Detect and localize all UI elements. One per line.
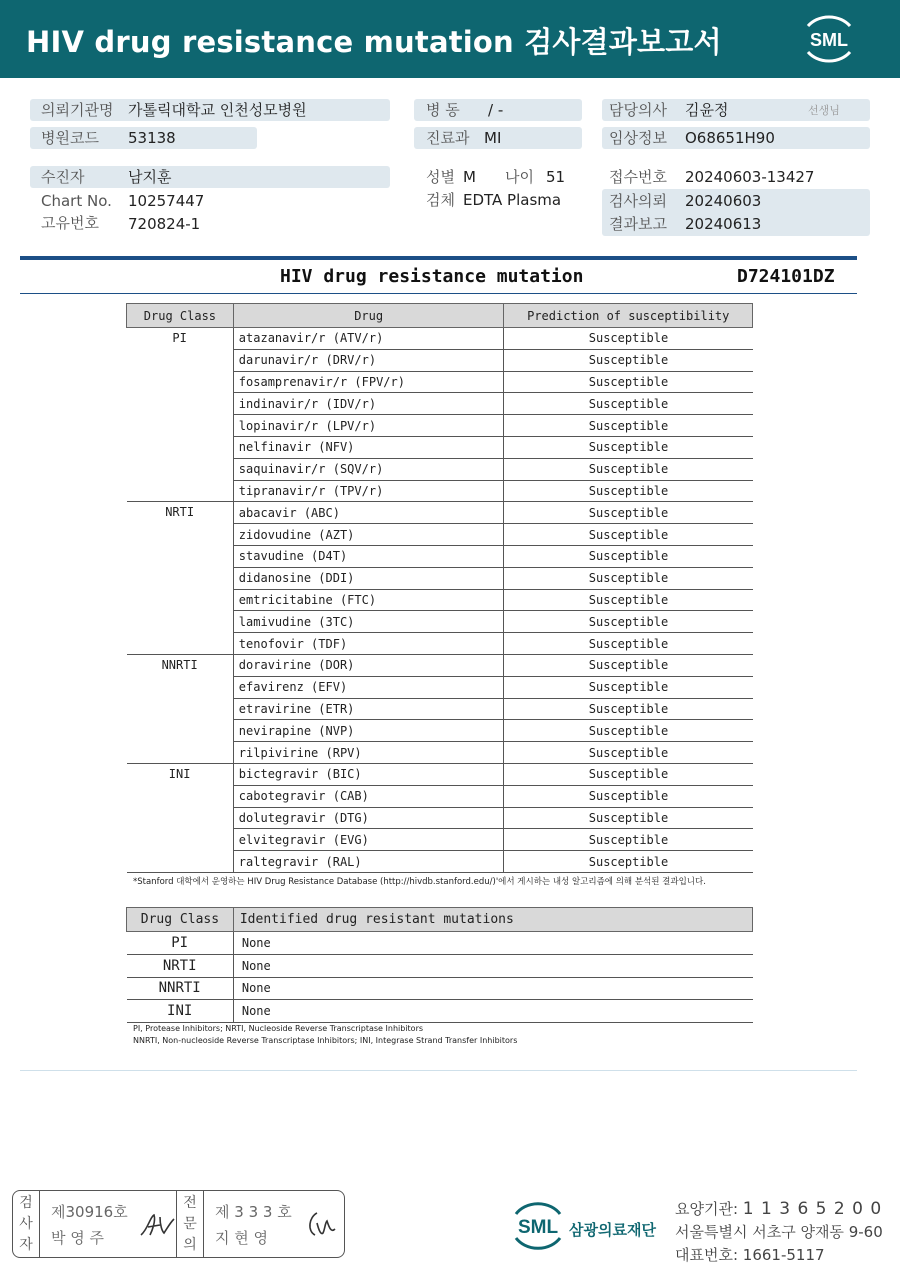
table-row <box>127 654 753 676</box>
susceptibility-cell: Susceptible <box>504 785 753 807</box>
susceptibility-cell: Susceptible <box>504 415 753 437</box>
id-value: 720824-1 <box>128 215 201 233</box>
footer-logo-text: SML <box>517 1217 559 1238</box>
mutations-cell: None <box>233 932 752 955</box>
susceptibility-cell: Susceptible <box>504 393 753 415</box>
tester-license: 제30916호 <box>51 1203 128 1221</box>
report-value: 20240613 <box>685 215 762 233</box>
mutations-cell: None <box>233 1000 752 1023</box>
drug-cell: raltegravir (RAL) <box>233 851 504 873</box>
drug-cell: fosamprenavir/r (FPV/r) <box>233 371 504 393</box>
drug-class-cell: PI <box>127 328 234 502</box>
drug-cell: nevirapine (NVP) <box>233 720 504 742</box>
footer-code-label: 요양기관: <box>675 1200 739 1218</box>
reception-value: 20240603-13427 <box>685 168 815 186</box>
col-header-mutations: Identified drug resistant mutations <box>233 908 752 932</box>
drug-cell: rilpivirine (RPV) <box>233 742 504 764</box>
sml-logo <box>800 12 858 66</box>
institution-value: 가톨릭대학교 인천성모병원 <box>128 101 307 119</box>
col-header-drug-class: Drug Class <box>127 304 234 328</box>
susceptibility-cell: Susceptible <box>504 720 753 742</box>
table-row <box>127 932 753 955</box>
abbreviation-note <box>133 1023 773 1047</box>
drug-cell: indinavir/r (IDV/r) <box>233 393 504 415</box>
mutations-cell: None <box>233 977 752 1000</box>
sex-value: M <box>463 168 476 186</box>
stanford-note: *Stanford 대학에서 운영하는 HIV Drug Resistance Database (http://hivdb.stanford.edu/)'에서 게시하는 내성 알고리즘에 의해 분석된 결과입니다. <box>133 877 706 887</box>
drug-cell: bictegravir (BIC) <box>233 763 504 785</box>
specialist-signature-icon <box>303 1207 339 1241</box>
susceptibility-cell: Susceptible <box>504 480 753 502</box>
abbreviation-line-1: PI, Protease Inhibitors; NRTI, Nucleoside Reverse Transcriptase Inhibitors <box>133 1024 424 1033</box>
footer-code-line <box>675 1198 882 1219</box>
col-header-drug: Drug <box>233 304 504 328</box>
report-label: 결과보고 <box>609 215 667 233</box>
age-value: 51 <box>546 168 566 186</box>
susceptibility-cell: Susceptible <box>504 328 753 350</box>
section-rule-bottom <box>20 293 857 294</box>
patient-label: 수진자 <box>41 168 85 186</box>
susceptibility-cell: Susceptible <box>504 698 753 720</box>
id-label: 고유번호 <box>41 214 99 232</box>
susceptibility-cell: Susceptible <box>504 436 753 458</box>
tester-signature-icon <box>138 1209 178 1241</box>
table-row <box>127 1000 753 1023</box>
mutations-table <box>126 907 753 1023</box>
col-header-drug-class: Drug Class <box>127 908 234 932</box>
reception-label: 접수번호 <box>609 168 667 186</box>
footer-phone-label: 대표번호: <box>675 1246 739 1264</box>
drug-cell: stavudine (D4T) <box>233 545 504 567</box>
susceptibility-cell: Susceptible <box>504 807 753 829</box>
footer-phone-line <box>675 1244 825 1265</box>
section-code: D724101DZ <box>737 266 835 287</box>
col-header-prediction: Prediction of susceptibility <box>504 304 753 328</box>
chart-label: Chart No. <box>41 192 112 210</box>
susceptibility-cell: Susceptible <box>504 524 753 546</box>
drug-cell: saquinavir/r (SQV/r) <box>233 458 504 480</box>
susceptibility-cell: Susceptible <box>504 851 753 873</box>
ward-value: / - <box>488 101 504 119</box>
mutations-cell: None <box>233 954 752 977</box>
patient-value: 남지훈 <box>128 168 172 186</box>
susceptibility-cell: Susceptible <box>504 829 753 851</box>
drug-cell: abacavir (ABC) <box>233 502 504 524</box>
abbreviation-line-2: NNRTI, Non-nucleoside Reverse Transcriptase Inhibitors; INI, Integrase Strand Transfer Inhibitors <box>133 1036 518 1045</box>
drug-class-cell: PI <box>127 932 234 955</box>
clinical-value: O68651H90 <box>685 129 775 147</box>
susceptibility-cell: Susceptible <box>504 502 753 524</box>
table-row <box>127 502 753 524</box>
doctor-value: 김윤정 <box>685 101 729 119</box>
footer-code: 1 1 3 6 5 2 0 0 <box>742 1199 883 1219</box>
drug-cell: efavirenz (EFV) <box>233 676 504 698</box>
drug-class-cell: INI <box>127 1000 234 1023</box>
specialist-name: 지 현 영 <box>215 1229 269 1247</box>
doctor-suffix: 선생님 <box>808 104 840 117</box>
table-row <box>127 954 753 977</box>
susceptibility-cell: Susceptible <box>504 611 753 633</box>
susceptibility-cell: Susceptible <box>504 545 753 567</box>
drug-cell: lopinavir/r (LPV/r) <box>233 415 504 437</box>
sml-logo-text: SML <box>810 30 848 50</box>
susceptibility-cell: Susceptible <box>504 742 753 764</box>
clinical-label: 임상정보 <box>609 129 667 147</box>
specimen-label: 검체 <box>426 191 455 209</box>
hospital-code-label: 병원코드 <box>41 129 99 147</box>
drug-cell: atazanavir/r (ATV/r) <box>233 328 504 350</box>
specialist-license: 제 3 3 3 호 <box>215 1203 292 1221</box>
drug-cell: dolutegravir (DTG) <box>233 807 504 829</box>
susceptibility-cell: Susceptible <box>504 654 753 676</box>
drug-cell: tenofovir (TDF) <box>233 633 504 655</box>
request-label: 검사의뢰 <box>609 192 667 210</box>
footer-address: 서울특별시 서초구 양재동 9-60 <box>675 1223 883 1241</box>
header-bar <box>0 0 900 78</box>
drug-class-cell: NRTI <box>127 502 234 655</box>
report-title: HIV drug resistance mutation 검사결과보고서 <box>26 25 722 59</box>
hospital-code-value: 53138 <box>128 129 176 147</box>
drug-class-cell: NNRTI <box>127 977 234 1000</box>
chart-value: 10257447 <box>128 192 205 210</box>
footer-phone: 1661-5117 <box>742 1246 825 1264</box>
footer-sml-logo <box>510 1200 566 1252</box>
doctor-label: 담당의사 <box>609 101 667 119</box>
tester-name: 박 영 주 <box>51 1229 105 1247</box>
drug-cell: lamivudine (3TC) <box>233 611 504 633</box>
susceptibility-cell: Susceptible <box>504 371 753 393</box>
drug-cell: tipranavir/r (TPV/r) <box>233 480 504 502</box>
table-row <box>127 328 753 350</box>
ward-label: 병 동 <box>426 101 460 119</box>
tester-label: 검사자 <box>13 1191 40 1257</box>
drug-cell: emtricitabine (FTC) <box>233 589 504 611</box>
specialist-label: 전문의 <box>177 1191 204 1257</box>
department-value: MI <box>484 129 502 147</box>
drug-class-cell: NNRTI <box>127 654 234 763</box>
drug-cell: nelfinavir (NFV) <box>233 436 504 458</box>
table-row <box>127 977 753 1000</box>
susceptibility-cell: Susceptible <box>504 676 753 698</box>
drug-cell: cabotegravir (CAB) <box>233 785 504 807</box>
drug-class-cell: NRTI <box>127 954 234 977</box>
sex-label: 성별 <box>426 168 455 186</box>
drug-cell: didanosine (DDI) <box>233 567 504 589</box>
susceptibility-table <box>126 303 753 873</box>
org-name: 삼광의료재단 <box>569 1221 656 1239</box>
drug-cell: etravirine (ETR) <box>233 698 504 720</box>
department-label: 진료과 <box>426 129 470 147</box>
signature-box <box>12 1190 345 1258</box>
susceptibility-cell: Susceptible <box>504 763 753 785</box>
table-row <box>127 763 753 785</box>
age-label: 나이 <box>505 168 534 186</box>
susceptibility-cell: Susceptible <box>504 633 753 655</box>
drug-cell: doravirine (DOR) <box>233 654 504 676</box>
specimen-value: EDTA Plasma <box>463 191 562 209</box>
susceptibility-cell: Susceptible <box>504 458 753 480</box>
page-divider <box>20 1070 857 1071</box>
drug-cell: elvitegravir (EVG) <box>233 829 504 851</box>
susceptibility-cell: Susceptible <box>504 589 753 611</box>
drug-class-cell: INI <box>127 763 234 872</box>
drug-cell: zidovudine (AZT) <box>233 524 504 546</box>
request-value: 20240603 <box>685 192 762 210</box>
susceptibility-cell: Susceptible <box>504 567 753 589</box>
section-title: HIV drug resistance mutation <box>280 266 584 287</box>
susceptibility-cell: Susceptible <box>504 349 753 371</box>
drug-cell: darunavir/r (DRV/r) <box>233 349 504 371</box>
section-rule-top <box>20 256 857 260</box>
institution-label: 의뢰기관명 <box>41 101 114 119</box>
